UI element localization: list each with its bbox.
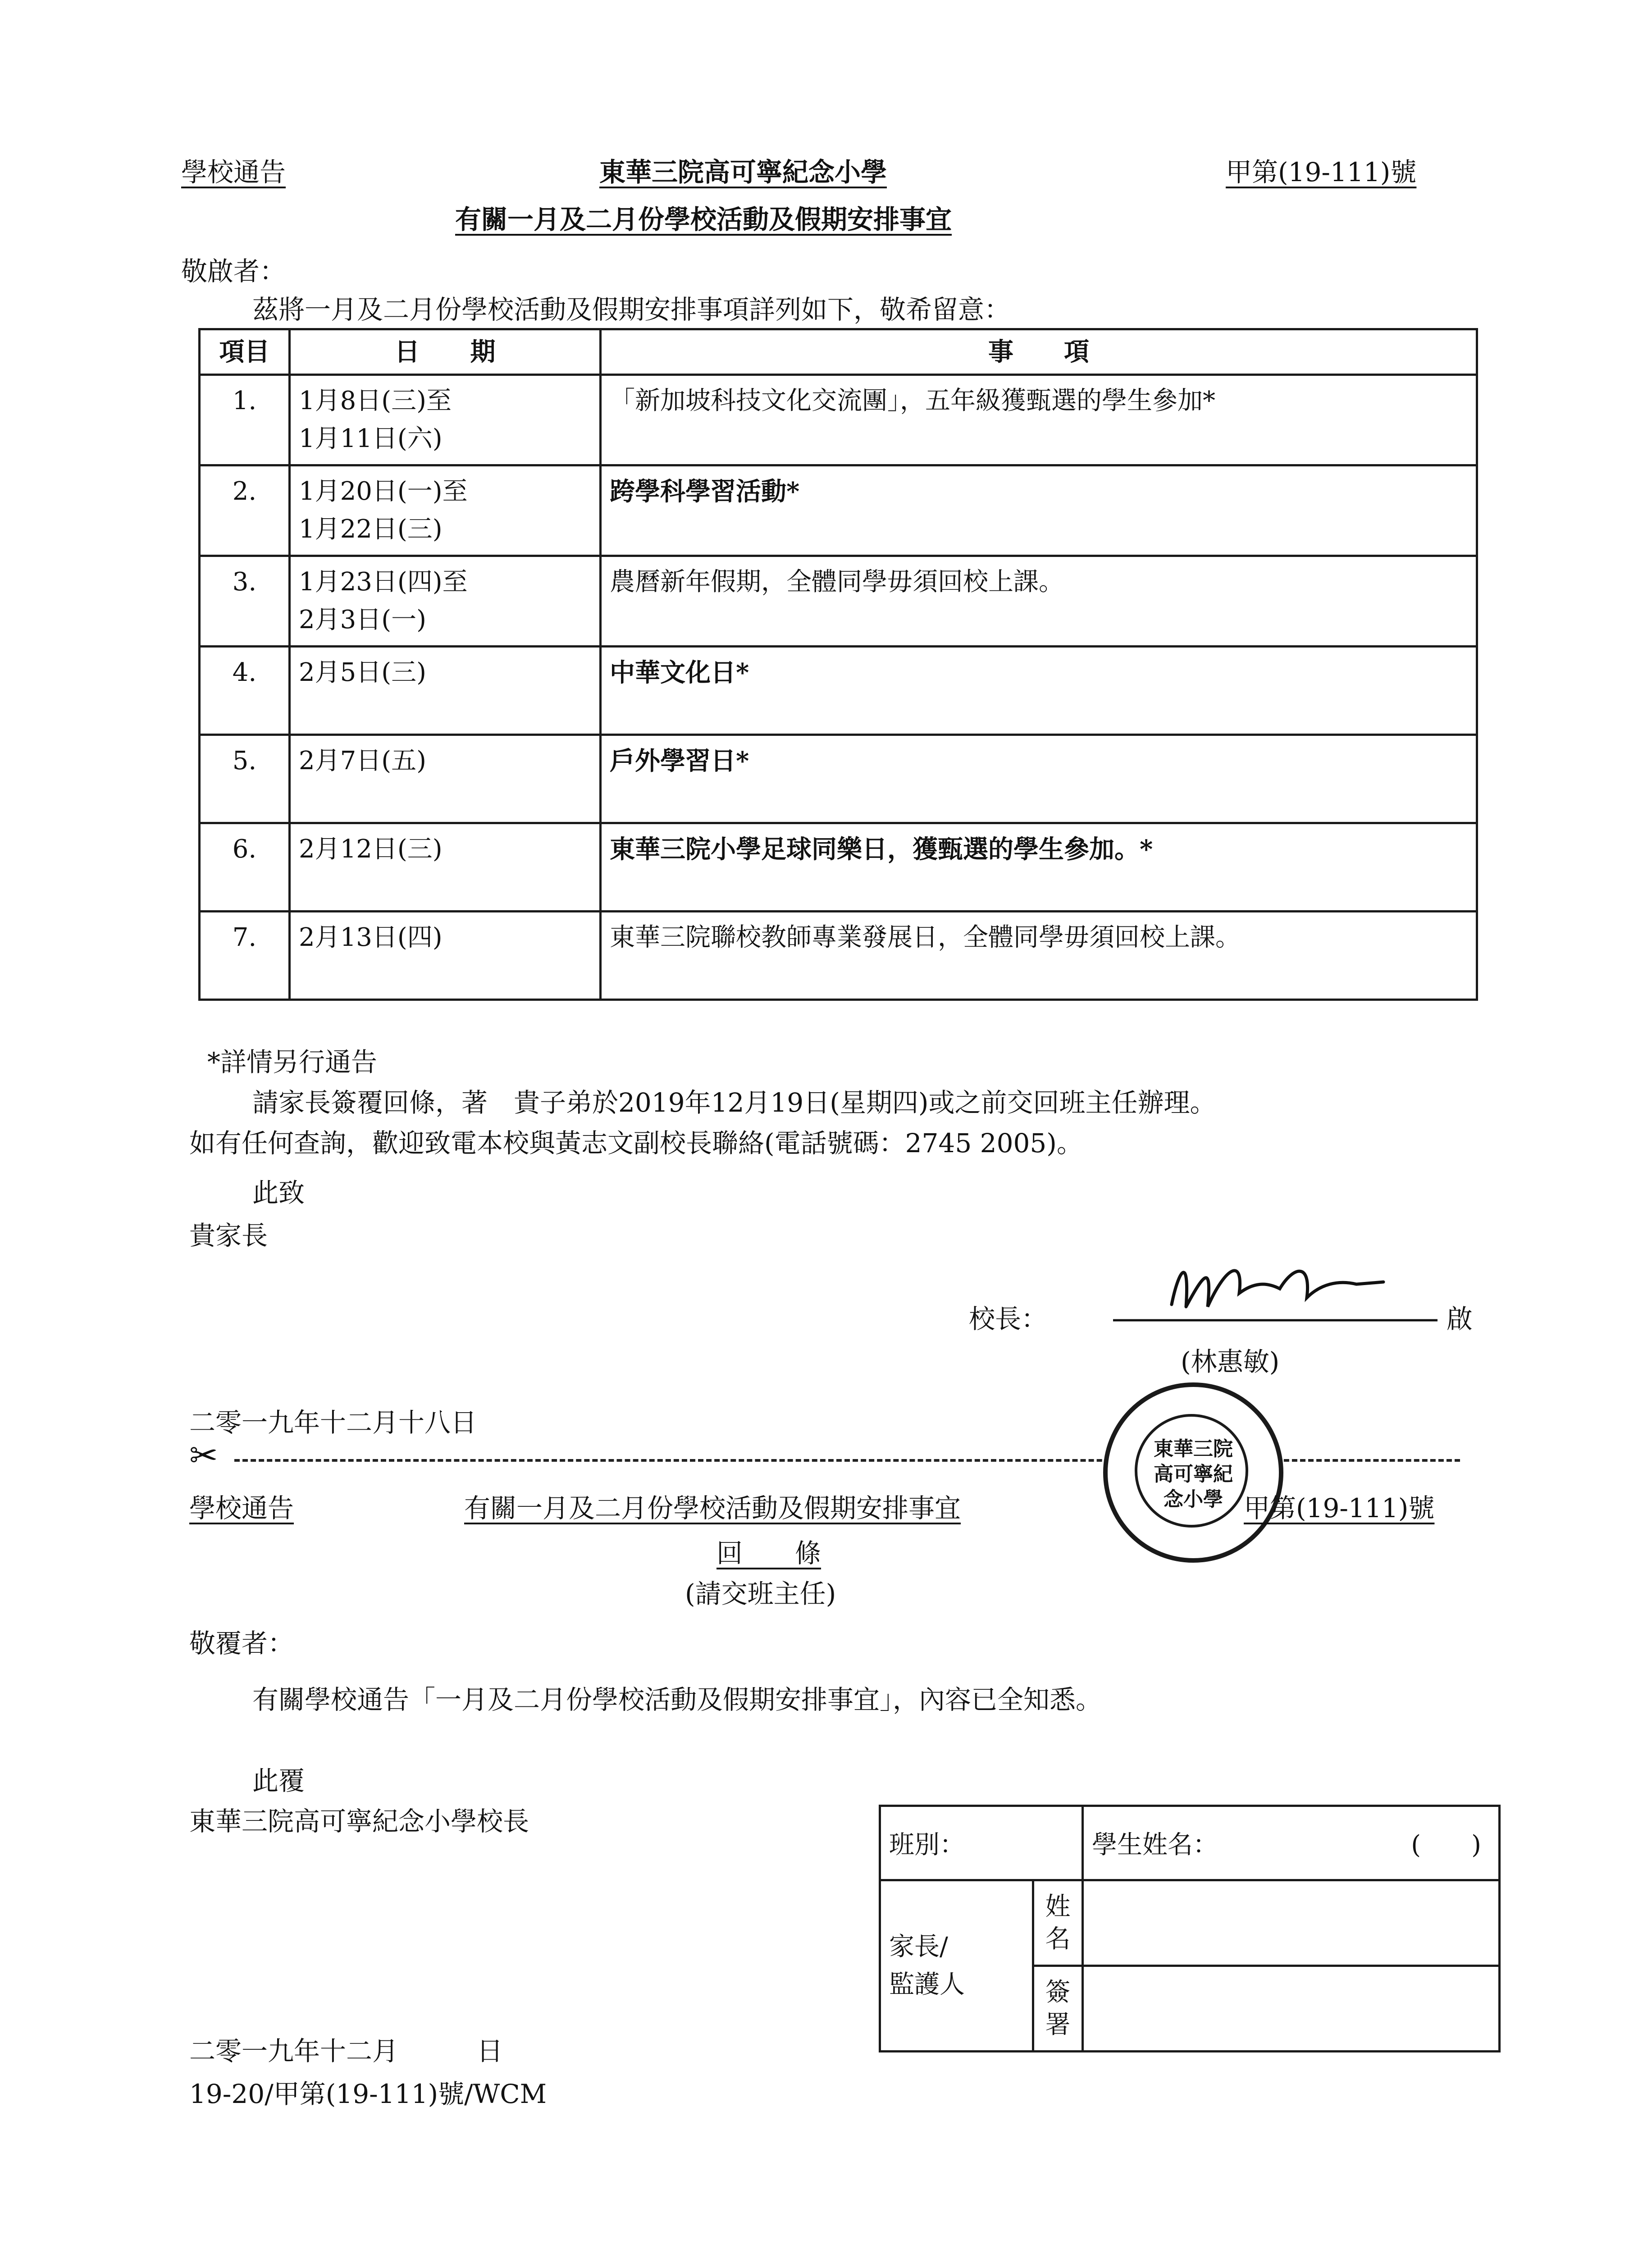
parent-name-field[interactable] bbox=[1083, 1880, 1500, 1966]
row-number: 2. bbox=[200, 465, 290, 556]
reply-closing-1: 此覆 bbox=[252, 1765, 305, 1796]
table-row bbox=[200, 556, 1477, 647]
row-event: 跨學科學習活動* bbox=[601, 465, 1477, 556]
parent-signature-field[interactable] bbox=[1083, 1966, 1500, 2052]
row-date: 1月8日(三)至 1月11日(六) bbox=[290, 375, 601, 465]
reply-greeting: 敬覆者： bbox=[189, 1628, 294, 1659]
footnote: *詳情另行通告 bbox=[207, 1047, 378, 1077]
reply-tag: 學校通告 bbox=[189, 1493, 294, 1523]
reply-form bbox=[879, 1805, 1501, 2052]
name-label: 姓 名 bbox=[1033, 1880, 1083, 1966]
notice-subject: 有關一月及二月份學校活動及假期安排事宜 bbox=[455, 204, 952, 235]
table-row bbox=[200, 375, 1477, 465]
header-item: 項目 bbox=[200, 329, 290, 375]
reply-body: 有關學校通告「一月及二月份學校活動及假期安排事宜」，內容已全知悉。 bbox=[252, 1684, 1102, 1715]
reply-closing-2: 東華三院高可寧紀念小學校長 bbox=[189, 1806, 529, 1837]
row-number: 4. bbox=[200, 647, 290, 735]
school-stamp bbox=[1103, 1382, 1283, 1563]
table-row bbox=[200, 647, 1477, 735]
body-line-2: 如有任何查詢，歡迎致電本校與黃志文副校長聯絡(電話號碼：2745 2005)。 bbox=[189, 1128, 1083, 1158]
row-number: 7. bbox=[200, 912, 290, 1000]
reply-title: 回 條 bbox=[716, 1538, 821, 1569]
row-date: 2月5日(三) bbox=[290, 647, 601, 735]
events-table bbox=[198, 328, 1478, 1001]
row-date: 1月20日(一)至 1月22日(三) bbox=[290, 465, 601, 556]
student-name-field[interactable]: 學生姓名： ( ) bbox=[1083, 1806, 1500, 1880]
principal-end: 啟 bbox=[1447, 1304, 1473, 1334]
class-field[interactable]: 班別： bbox=[880, 1806, 1083, 1880]
row-date: 2月13日(四) bbox=[290, 912, 601, 1000]
table-row bbox=[200, 735, 1477, 823]
row-date: 2月7日(五) bbox=[290, 735, 601, 823]
row-date: 2月12日(三) bbox=[290, 823, 601, 912]
closing-2: 貴家長 bbox=[189, 1220, 268, 1251]
row-event: 農曆新年假期，全體同學毋須回校上課。 bbox=[601, 556, 1477, 647]
row-event: 戶外學習日* bbox=[601, 735, 1477, 823]
table-row bbox=[200, 465, 1477, 556]
parent-label: 家長/ 監護人 bbox=[880, 1880, 1033, 2052]
row-number: 6. bbox=[200, 823, 290, 912]
reply-subtitle: (請交班主任) bbox=[685, 1578, 836, 1609]
principal-name: (林惠敏) bbox=[1181, 1346, 1280, 1377]
row-event: 東華三院小學足球同樂日，獲甄選的學生參加。* bbox=[601, 823, 1477, 912]
greeting: 敬啟者： bbox=[181, 256, 286, 287]
notice-tag: 學校通告 bbox=[181, 157, 286, 187]
row-event: 中華文化日* bbox=[601, 647, 1477, 735]
reply-date: 二零一九年十二月 日 bbox=[189, 2036, 503, 2066]
row-number: 5. bbox=[200, 735, 290, 823]
doc-reference: 19-20/甲第(19-111)號/WCM bbox=[189, 2079, 547, 2109]
closing-1: 此致 bbox=[252, 1177, 305, 1208]
table-row bbox=[200, 823, 1477, 912]
principal-signature bbox=[1068, 1239, 1442, 1329]
row-number: 1. bbox=[200, 375, 290, 465]
body-line-1: 請家長簽覆回條，著 貴子弟於2019年12月19日(星期四)或之前交回班主任辦理。 bbox=[252, 1087, 1216, 1118]
signature-label: 簽 署 bbox=[1033, 1966, 1083, 2052]
row-event: 東華三院聯校教師專業發展日，全體同學毋須回校上課。 bbox=[601, 912, 1477, 1000]
header-date: 日 期 bbox=[290, 329, 601, 375]
reply-ref: 甲第(19-111)號 bbox=[1244, 1493, 1435, 1523]
issue-date: 二零一九年十二月十八日 bbox=[189, 1407, 477, 1438]
row-event: 「新加坡科技文化交流團」，五年級獲甄選的學生參加* bbox=[601, 375, 1477, 465]
table-header-row bbox=[200, 329, 1477, 375]
reply-subject: 有關一月及二月份學校活動及假期安排事宜 bbox=[464, 1493, 961, 1523]
school-name: 東華三院高可寧紀念小學 bbox=[599, 157, 887, 187]
scissors-icon: ✂ bbox=[189, 1435, 218, 1475]
notice-ref: 甲第(19-111)號 bbox=[1226, 157, 1417, 187]
stamp-text: 東華三院高可寧紀念小學 bbox=[1154, 1437, 1233, 1511]
header-event: 事 項 bbox=[601, 329, 1477, 375]
principal-label: 校長： bbox=[969, 1304, 1048, 1334]
row-number: 3. bbox=[200, 556, 290, 647]
intro-text: 茲將一月及二月份學校活動及假期安排事項詳列如下，敬希留意： bbox=[252, 294, 1011, 325]
row-date: 1月23日(四)至 2月3日(一) bbox=[290, 556, 601, 647]
table-row bbox=[200, 912, 1477, 1000]
